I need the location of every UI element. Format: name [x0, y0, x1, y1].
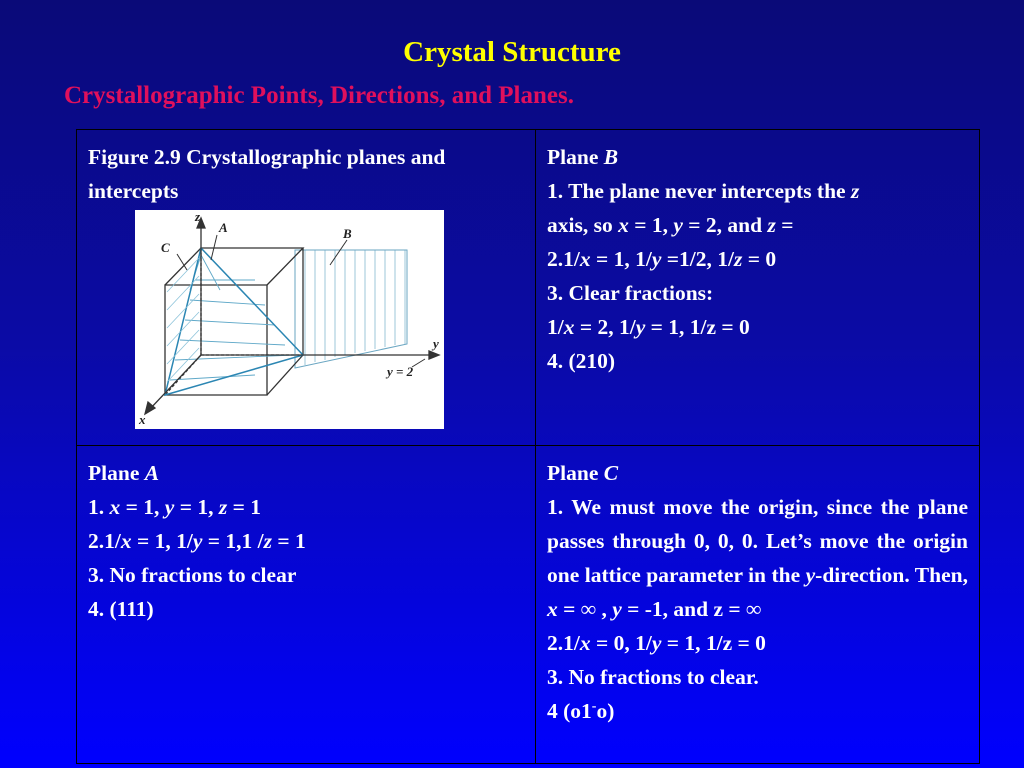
plane-a-step4: 4. (111) [88, 597, 154, 621]
label-b: B [343, 226, 352, 241]
unit-cube [165, 248, 303, 395]
label-c: C [161, 240, 170, 255]
plane-b-step3-values: 1/x = 2, 1/y = 1, 1/z = 0 [547, 315, 750, 339]
plane-a-step1: 1. x = 1, y = 1, z = 1 [88, 495, 261, 519]
plane-b-step4: 4. (210) [547, 349, 616, 373]
plane-b-step2: 2.1/x = 1, 1/y =1/2, 1/z = 0 [547, 247, 777, 271]
plane-c-heading: Plane C [547, 461, 619, 485]
plane-b-heading: Plane B [547, 145, 619, 169]
plane-b-step3: 3. Clear fractions: [547, 281, 714, 305]
plane-b-outline [295, 250, 407, 368]
plane-b-cell [536, 130, 979, 446]
plane-a-hatch [170, 255, 295, 380]
plane-c-cell [536, 446, 979, 763]
label-y2: y = 2 [387, 364, 414, 379]
plane-a-step2: 2.1/x = 1, 1/y = 1,1 /z = 1 [88, 529, 306, 553]
plane-a-step3: 3. No fractions to clear [88, 563, 297, 587]
label-a: A [219, 220, 228, 235]
label-y: y [433, 336, 439, 351]
plane-a-cell [77, 446, 536, 763]
label-z: z [195, 210, 201, 224]
plane-c-step2: 2.1/x = 0, 1/y = 1, 1/z = 0 [547, 631, 766, 655]
crystal-planes-figure [135, 210, 444, 429]
slide-title: Crystal Structure [403, 36, 621, 68]
plane-c-step4: 4 (o1-o) [547, 698, 615, 723]
plane-b-step1-cont: axis, so x = 1, y = 2, and z = [547, 213, 794, 237]
plane-c-step1: 1. We must move the origin, since the plane passes through 0, 0, 0. Let’s move the origin one lattice parameter in the y-direction. Then, x = ∞ , y = -1, and z = ∞ [547, 495, 968, 621]
slide-subtitle: Crystallographic Points, Directions, and Planes. [64, 82, 574, 109]
label-x: x [139, 412, 146, 427]
crystal-planes-diagram [135, 210, 444, 429]
figure-cell [77, 130, 536, 446]
plane-b-step1: 1. The plane never intercepts the z [547, 179, 860, 203]
plane-a-heading: Plane A [88, 461, 160, 485]
planes-table [76, 129, 980, 764]
plane-c-step3: 3. No fractions to clear. [547, 665, 759, 689]
figure-caption: Figure 2.9 Crystallographic planes and intercepts [88, 145, 446, 203]
